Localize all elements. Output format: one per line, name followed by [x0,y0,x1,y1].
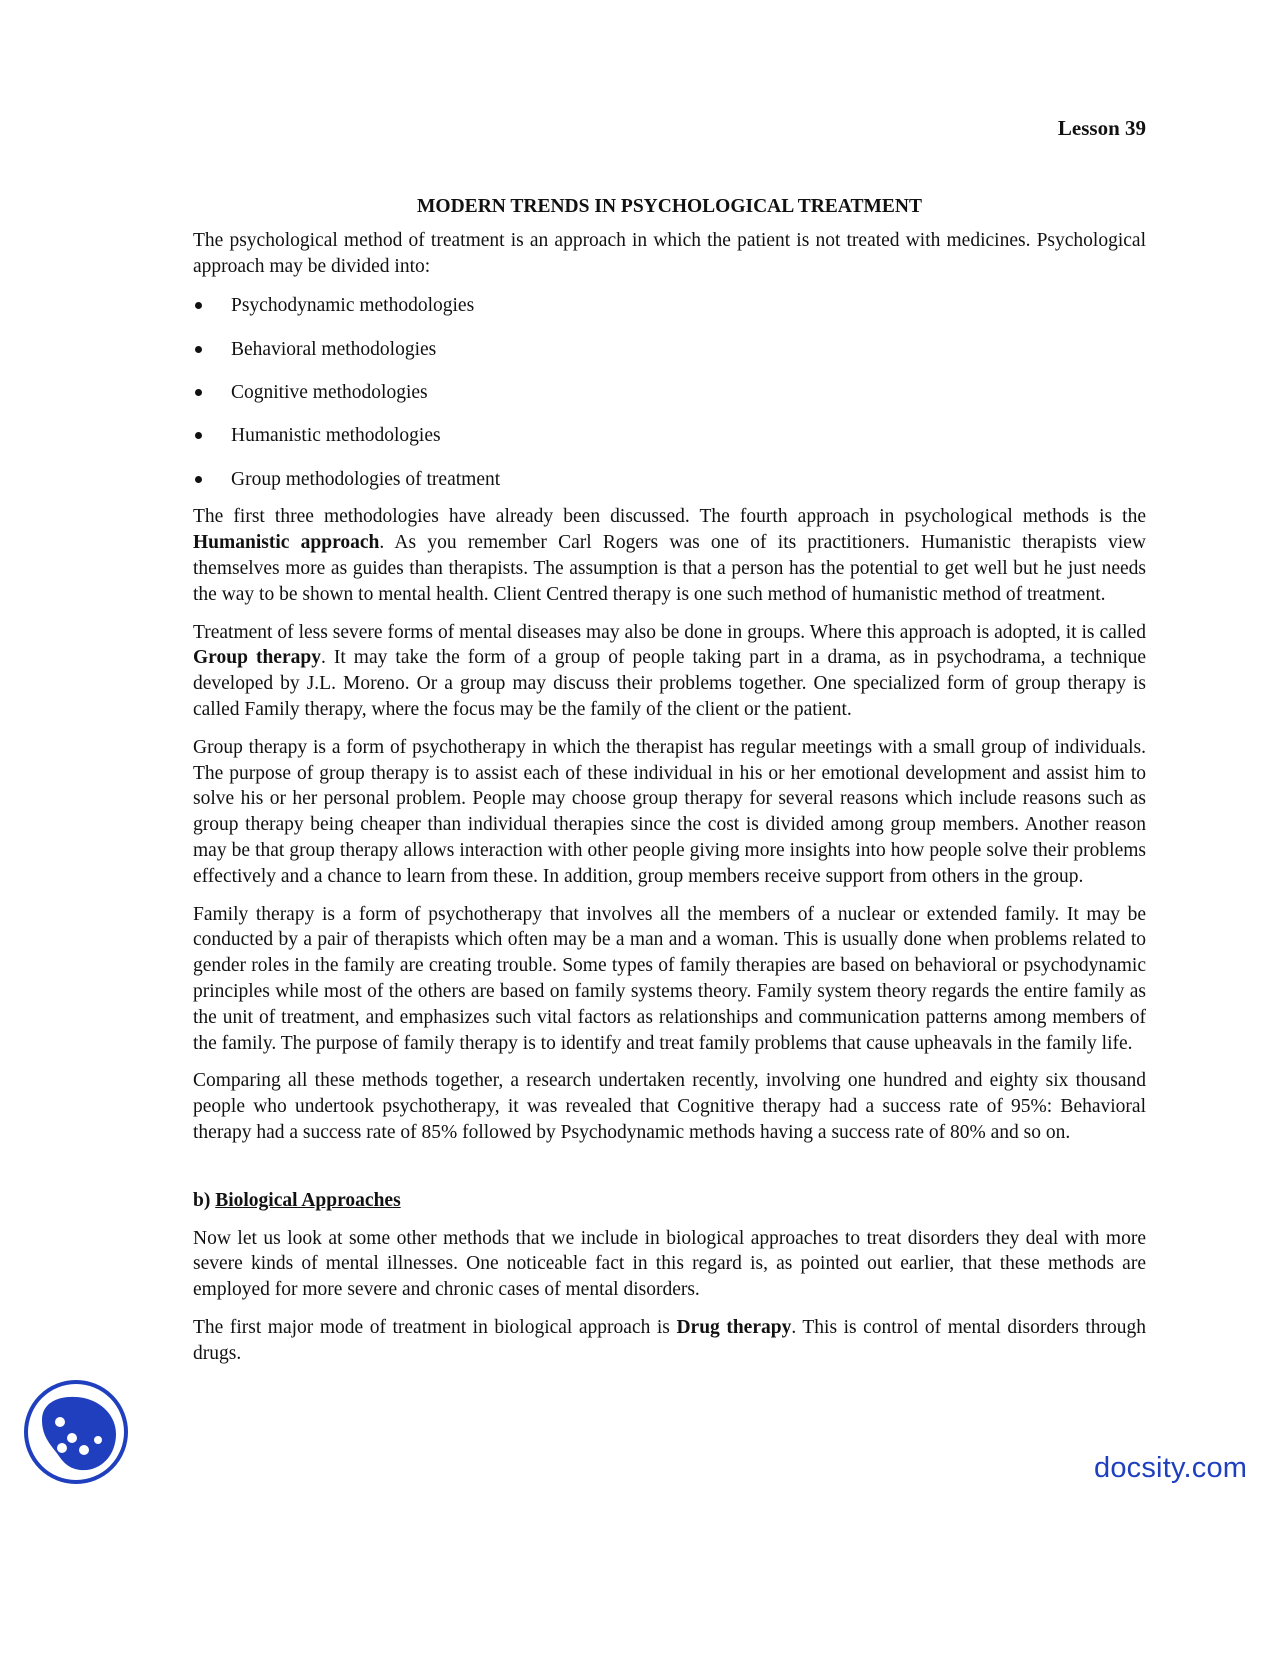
intro-paragraph: The psychological method of treatment is an approach in which the patient is not treated with medicines. Psychological approach may be divided into: [193,229,1146,277]
text-run: Treatment of less severe forms of mental diseases may also be done in groups. Where this approach is adopted, it is called [193,621,1146,643]
section-heading-biological [193,1188,1146,1214]
docsity-logo-icon [22,1378,130,1486]
text-run: . As you remember Carl Rogers was one of its practitioners. Humanistic therapists view themselves more as guides than therapists. The assumption is that a person has the potential to get well but he just needs the way to be shown to mental health. Client Centred therapy is one such method of humanistic method of treatment. [193,532,1146,605]
lesson-number: Lesson 39 [1057,116,1146,140]
group-paragraph [193,620,1146,723]
bold-term-humanistic: Humanistic approach [193,532,380,554]
humanistic-paragraph [193,504,1146,607]
list-item-text: Humanistic methodologies [231,425,441,447]
list-item-text: Behavioral methodologies [231,338,437,360]
list-item-text: Cognitive methodologies [231,381,428,403]
text-run: The first three methodologies have already been discussed. The fourth approach in psychological methods is the [193,506,1146,528]
document-body [193,194,1146,1378]
family-therapy-paragraph: Family therapy is a form of psychotherapy that involves all the members of a nuclear or extended family. It may be conducted by a pair of therapists which often may be a man and a woman. This is usually done when problems related to gender roles in the family are creating trouble. Some types of family therapies are based on behavioral or psychodynamic principles while most of the others are based on family systems theory. Family system theory regards the entire family as the unit of treatment, and emphasizes such vital factors as relationships and communication patterns among members of the family. The purpose of family therapy is to identify and treat family problems that cause upheavals in the family life. [193,903,1146,1054]
list-item-text: Psychodynamic methodologies [231,295,475,317]
bold-term-drug: Drug therapy [676,1316,792,1338]
bullet-icon [195,302,202,309]
list-item [193,293,1146,319]
bullet-icon [195,346,202,353]
group-therapy-paragraph: Group therapy is a form of psychotherapy in which the therapist has regular meetings with a small group of individuals. The purpose of group therapy is to assist each of these individual in his or her emotional development and assist him to solve his or her personal problem. People may choose group therapy for several reasons which include reasons such as group therapy being cheaper than individual therapies since the cost is divided among group members. Another reason may be that group therapy allows interaction with other people giving more insights into how people solve their problems effectively and a chance to learn from these. In addition, group members receive support from others in the group. [193,736,1146,887]
page-title: MODERN TRENDS IN PSYCHOLOGICAL TREATMENT [417,196,922,217]
section-prefix: b) [193,1189,216,1211]
text-run: . This is control of mental disorders through drugs. [193,1316,1147,1364]
list-item [193,380,1146,406]
section-heading-text: Biological Approaches [215,1189,401,1211]
list-item [193,337,1146,363]
text-run: The first major mode of treatment in biological approach is [193,1316,677,1338]
biological-paragraph: Now let us look at some other methods that we include in biological approaches to treat disorders they deal with more severe kinds of mental illnesses. One noticeable fact in this regard is, as pointed out earlier, that these methods are employed for more severe and chronic cases of mental disorders. [193,1227,1146,1301]
methods-list [193,293,1146,492]
comparison-paragraph: Comparing all these methods together, a research undertaken recently, involving one hundred and eighty six thousand people who undertook psychotherapy, it was revealed that Cognitive therapy had a success rate of 95%: Behavioral therapy had a success rate of 85% followed by Psychodynamic methods having a success rate of 80% and so on. [193,1070,1146,1143]
text-run: . It may take the form of a group of people taking part in a drama, as in psychodrama, a technique developed by J.L. Moreno. Or a group may discuss their problems together. One specialized form of group therapy is called Family therapy, where the focus may be the family of the client or the patient. [193,647,1146,720]
list-item [193,423,1146,449]
bullet-icon [195,389,202,396]
list-item-text: Group methodologies of treatment [231,468,501,490]
list-item [193,467,1146,493]
bullet-icon [195,476,202,483]
bold-term-group: Group therapy [193,647,321,669]
docsity-watermark: docsity.com [1094,1452,1248,1484]
bullet-icon [195,432,202,439]
drug-therapy-paragraph [193,1315,1146,1367]
